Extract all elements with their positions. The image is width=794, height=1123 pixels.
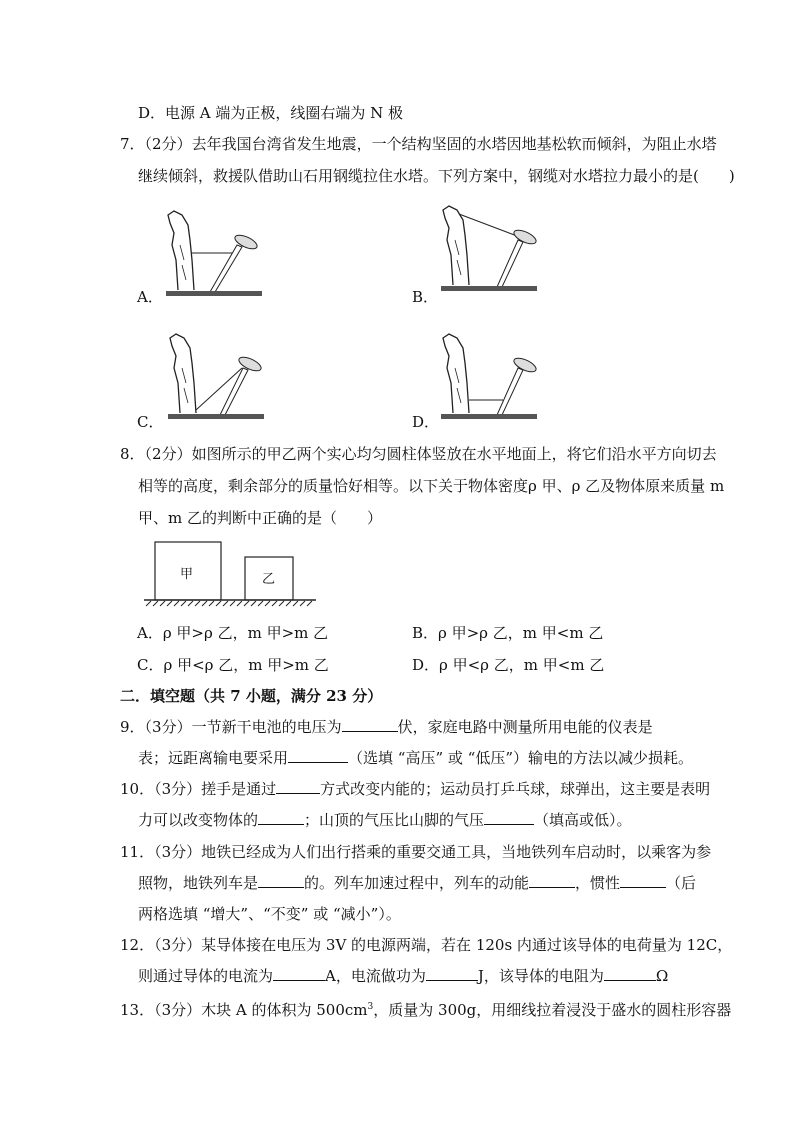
q11-blank-3[interactable]	[620, 873, 666, 888]
q9-line1	[120, 717, 653, 737]
q9-text-2b: （选填 “高压” 或 “低压”）输电的方法以减少损耗。	[348, 749, 693, 767]
q13-superscript: 3	[367, 1002, 374, 1012]
q8-block-yi-label: 乙	[262, 572, 276, 587]
q11-blank-1[interactable]	[258, 873, 304, 888]
q8-stem-line2: 相等的高度，剩余部分的质量恰好相等。以下关于物体密度ρ 甲、ρ 乙及物体原来质量 m	[138, 477, 725, 495]
q9-blank-2[interactable]	[288, 748, 348, 763]
q12-blank-2[interactable]	[426, 966, 478, 981]
q7-figure-c	[162, 328, 272, 423]
q7-stem-line2: 继续倾斜，救援队借助山石用钢缆拉住水塔。下列方案中，钢缆对水塔拉力最小的是( )	[138, 167, 735, 185]
q8-option-a: A．ρ 甲>ρ 乙，m 甲>m 乙	[137, 624, 329, 642]
q7-figure-b	[435, 200, 545, 295]
q10-text-1b: 方式改变内能的；运动员打乒乓球，球弹出，这主要是表明	[320, 780, 711, 798]
q8-option-c: C．ρ 甲<ρ 乙，m 甲>m 乙	[137, 656, 329, 674]
q12-line1: 12．（3分）某导体接在电压为 3V 的电源两端，若在 120s 内通过该导体的电荷量为 12C，	[120, 936, 733, 954]
q12-text-2c: J，该导体的电阻为	[477, 967, 604, 985]
q10-text-1a: 10．（3分）搓手是通过	[120, 780, 277, 798]
q10-text-2b: ；山顶的气压比山脚的气压	[304, 811, 485, 829]
q9-text-2a: 表；远距离输电要采用	[138, 749, 289, 767]
q11-line1: 11．（3分）地铁已经成为人们出行搭乘的重要交通工具，当地铁列车启动时，以乘客为参	[120, 843, 712, 861]
q11-blank-2[interactable]	[529, 873, 575, 888]
q12-text-2d: Ω	[655, 967, 669, 985]
q10-blank-1[interactable]	[276, 779, 320, 794]
q8-block-jia-label: 甲	[180, 567, 194, 582]
q8-option-d: D．ρ 甲<ρ 乙，m 甲<m 乙	[412, 656, 605, 674]
q8-stem-line3: 甲、m 乙的判断中正确的是（ ）	[138, 509, 382, 527]
q8-stem-line1: 8．（2分）如图所示的甲乙两个实心均匀圆柱体竖放在水平地面上，将它们沿水平方向切去	[120, 445, 717, 463]
q7-stem-line1: 7．（2分）去年我国台湾省发生地震，一个结构坚固的水塔因地基松软而倾斜，为阻止水塔	[120, 135, 717, 153]
q8-option-b: B．ρ 甲>ρ 乙，m 甲<m 乙	[412, 624, 604, 642]
q13-line1	[120, 997, 731, 1020]
q10-blank-2[interactable]	[258, 810, 304, 825]
q7-label-b: B．	[412, 288, 439, 306]
q9-text-1b: 伏，家庭电路中测量所用电能的仪表是	[397, 718, 653, 736]
q11-text-2d: （后	[666, 874, 697, 892]
q12-text-2a: 则通过导体的电流为	[138, 967, 274, 985]
q11-text-2b: 的。列车加速过程中，列车的动能	[304, 874, 530, 892]
q12-blank-3[interactable]	[604, 966, 656, 981]
q9-line2	[138, 748, 693, 768]
q10-text-2c: （填高或低）。	[534, 811, 632, 829]
q6-option-d: D．电源 A 端为正极，线圈右端为 N 极	[138, 104, 404, 122]
q12-blank-1[interactable]	[273, 966, 325, 981]
q11-line3: 两格选填 “增大”、“不变” 或 “减小”）。	[138, 905, 401, 923]
q8-figure	[140, 538, 320, 613]
q12-text-2b: A，电流做功为	[325, 967, 426, 985]
q10-line1	[120, 779, 710, 799]
q9-text-1a: 9．（3分）一节新干电池的电压为	[120, 718, 342, 736]
q7-label-d: D．	[412, 413, 440, 431]
q11-line2	[138, 873, 696, 893]
q7-label-a: A．	[137, 288, 163, 306]
q7-figure-a	[160, 205, 270, 300]
section-2-title: 二．填空题（共 7 小题，满分 23 分）	[120, 687, 383, 705]
q13-text-1a: 13．（3分）木块 A 的体积为 500cm	[120, 1001, 368, 1019]
q11-text-2c: ，惯性	[575, 874, 621, 892]
q7-figure-d	[435, 328, 545, 423]
q12-line2	[138, 966, 668, 986]
q11-text-2a: 照物，地铁列车是	[138, 874, 259, 892]
q10-line2	[138, 810, 632, 830]
q7-label-c: C．	[137, 413, 164, 431]
q10-blank-3[interactable]	[484, 810, 534, 825]
q9-blank-1[interactable]	[342, 717, 398, 732]
q13-text-1b: ，质量为 300g，用细线拉着浸没于盛水的圆柱形容器	[373, 1001, 732, 1019]
q10-text-2a: 力可以改变物体的	[138, 811, 259, 829]
